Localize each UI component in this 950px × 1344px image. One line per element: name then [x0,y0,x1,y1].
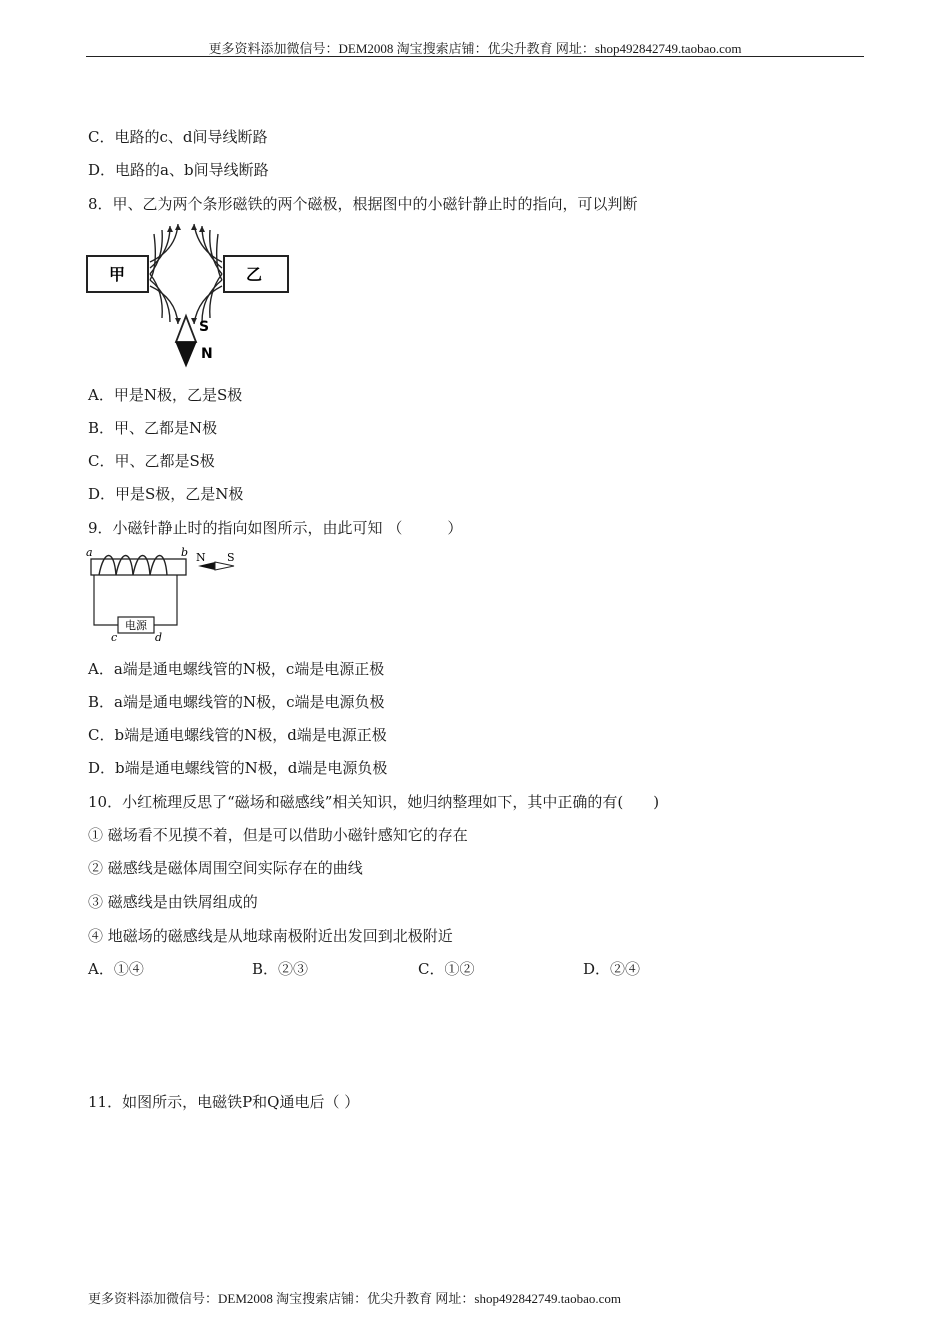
q8-option-a: A．甲是N极，乙是S极 [88,386,243,404]
power-supply-label: 电源 [125,619,147,632]
q8-option-c: C．甲、乙都是S极 [88,452,215,470]
q10-statement-2: ② 磁感线是磁体周围空间实际存在的曲线 [88,859,363,877]
needle-s-label: S [199,319,210,335]
q9-stem: 9．小磁针静止时的指向如图所示，由此可知 （ ） [88,519,463,537]
q9-needle-n-label: N [196,551,206,564]
field-arrows [167,224,205,324]
q10-option-c: C．①② [418,960,475,978]
needle-n-label: N [201,346,213,362]
q10-statement-1: ① 磁场看不见摸不着，但是可以借助小磁针感知它的存在 [88,826,468,844]
q9-option-c: C．b端是通电螺线管的N极，d端是电源正极 [88,726,387,744]
magnet-jia-label: 甲 [108,265,126,284]
q9-solenoid-figure [84,545,244,645]
header-rule [86,56,864,57]
end-a-label: a [86,546,93,559]
q10-statement-4: ④ 地磁场的磁感线是从地球南极附近出发回到北极附近 [88,927,453,945]
q9-option-a: A．a端是通电螺线管的N极，c端是电源正极 [88,660,385,678]
q11-stem: 11．如图所示，电磁铁P和Q通电后（ ） [88,1093,360,1111]
end-b-label: b [181,546,189,559]
magnet-yi-label: 乙 [245,265,263,284]
page-footer: 更多资料添加微信号：DEM2008 淘宝搜索店铺：优尖升教育 网址：shop492842749.taobao.com [88,1291,621,1306]
q8-option-b: B．甲、乙都是N极 [88,419,218,437]
page-header: 更多资料添加微信号：DEM2008 淘宝搜索店铺：优尖升教育 网址：shop492842749.taobao.com [208,41,742,56]
q10-option-a: A．①④ [88,960,144,978]
end-d-label: d [155,631,163,644]
solenoid-core [91,559,186,575]
compass-needle [176,316,196,366]
q8-option-d: D．甲是S极，乙是N极 [88,485,244,503]
q9-option-b: B．a端是通电螺线管的N极，c端是电源负极 [88,693,385,711]
q7-option-c: C．电路的c、d间导线断路 [88,128,268,146]
field-lines [150,224,222,324]
q10-option-b: B．②③ [252,960,309,978]
q10-statement-3: ③ 磁感线是由铁屑组成的 [88,893,258,911]
q9-needle-s-label: S [227,551,235,564]
q10-stem: 10．小红梳理反思了“磁场和磁感线”相关知识，她归纳整理如下，其中正确的有( ) [88,793,660,811]
q8-stem: 8．甲、乙为两个条形磁铁的两个磁极，根据图中的小磁针静止时的指向，可以判断 [88,195,638,213]
q10-option-d: D．②④ [583,960,641,978]
q8-magnet-figure [86,222,292,368]
end-c-label: c [111,631,118,644]
q7-option-d: D．电路的a、b间导线断路 [88,161,269,179]
q9-option-d: D．b端是通电螺线管的N极，d端是电源负极 [88,759,388,777]
